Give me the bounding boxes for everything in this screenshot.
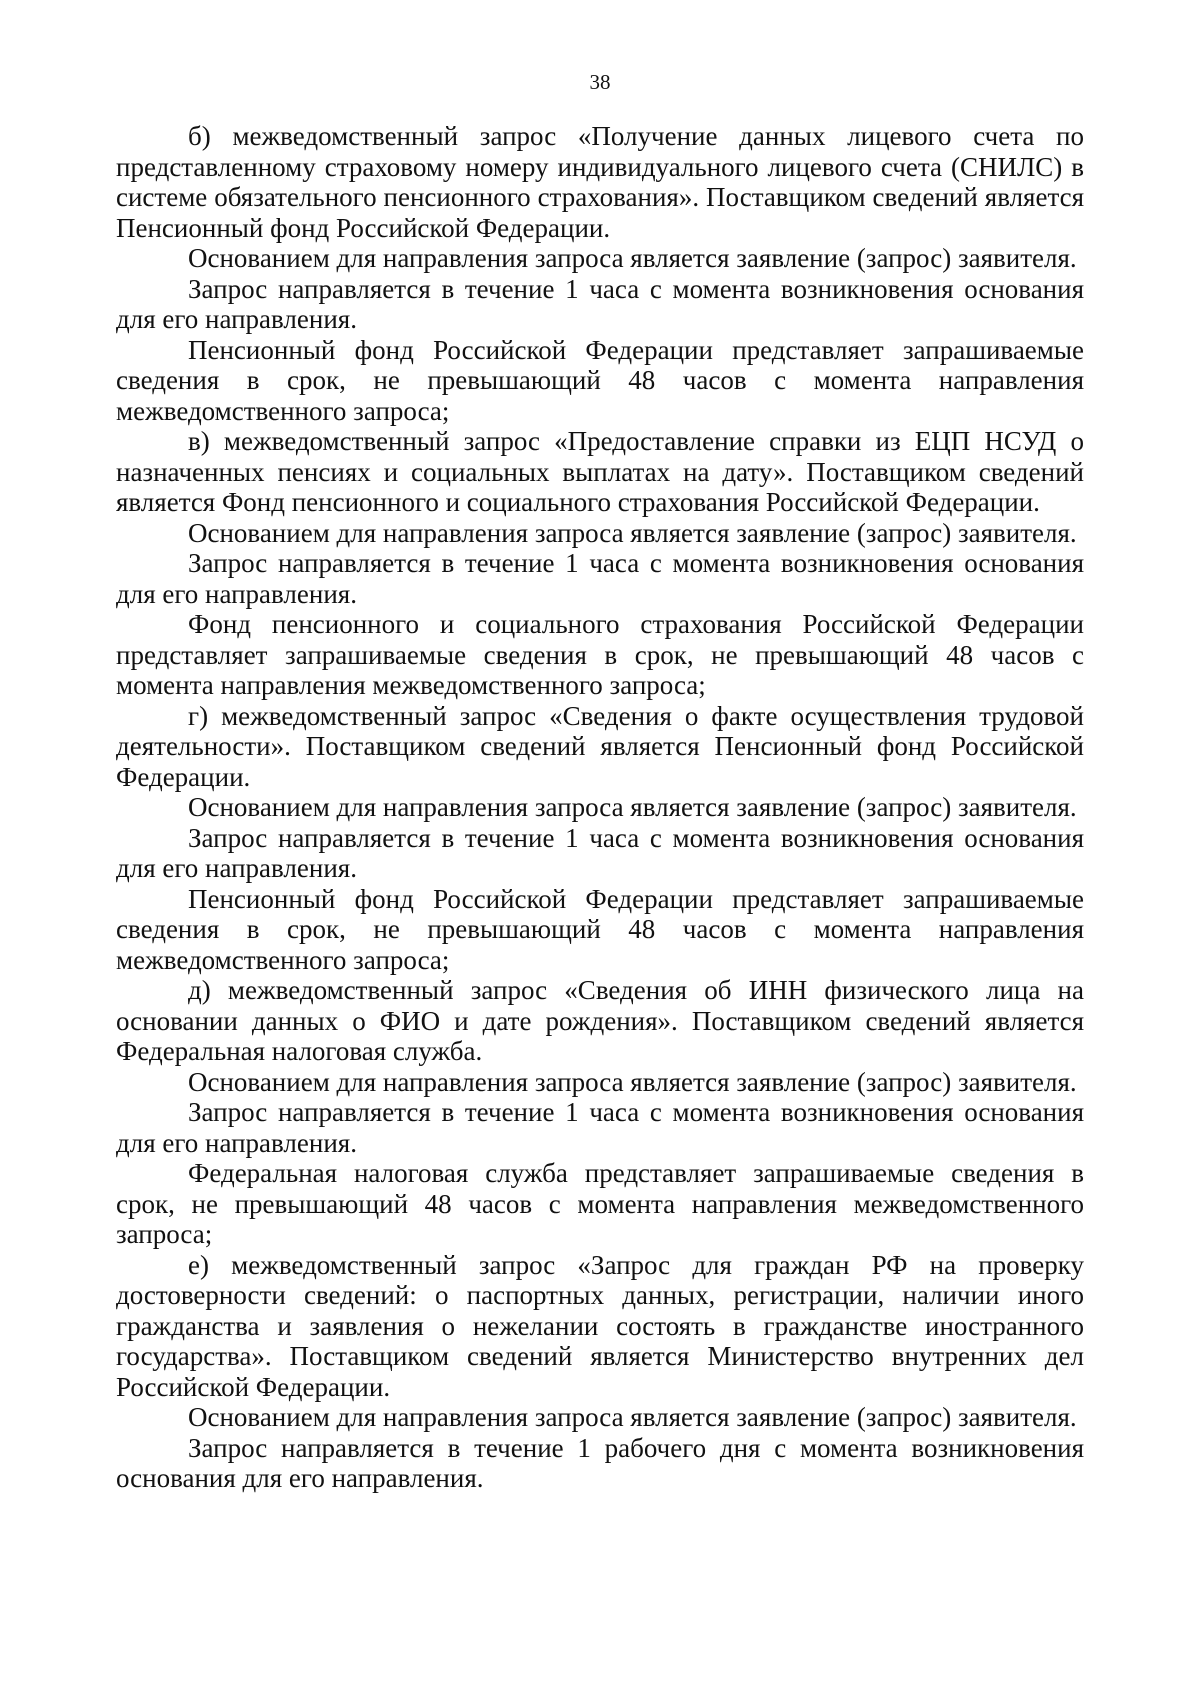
paragraph-e-request: е) межведомственный запрос «Запрос для граждан РФ на проверку достоверности сведений: о паспортных данных, регистрации, наличии иного гражданства и заявления о нежелании состоять в гражданстве иностранного государства». Поставщиком сведений является Министерство внутренних дел Российской Федерации. (116, 1249, 1084, 1402)
paragraph-basis: Основанием для направления запроса является заявление (запрос) заявителя. (188, 243, 1077, 273)
paragraph-basis: Основанием для направления запроса является заявление (запрос) заявителя. (188, 1402, 1077, 1432)
paragraph-timing: Запрос направляется в течение 1 часа с момента возникновения основания для его направления. (116, 822, 1084, 883)
paragraph-basis: Основанием для направления запроса является заявление (запрос) заявителя. (188, 792, 1077, 822)
paragraph-basis: Основанием для направления запроса является заявление (запрос) заявителя. (188, 517, 1077, 548)
paragraph-basis: Основанием для направления запроса является заявление (запрос) заявителя. (188, 1066, 1077, 1097)
paragraph-response-term: Пенсионный фонд Российской Федерации представляет запрашиваемые сведения в срок, не превышающий 48 часов с момента направления межведомственного запроса; (116, 334, 1084, 426)
document-body (116, 121, 1084, 1494)
paragraph-timing: Запрос направляется в течение 1 часа с момента возникновения основания для его направления. (116, 273, 1084, 334)
paragraph-response-term: Фонд пенсионного и социального страхования Российской Федерации представляет запрашиваемые сведения в срок, не превышающий 48 часов с момента направления межведомственного запроса; (116, 609, 1084, 700)
paragraph-d-request: д) межведомственный запрос «Сведения об ИНН физического лица на основании данных о ФИО и дате рождения». Поставщиком сведений является Федеральная налоговая служба. (116, 975, 1084, 1066)
paragraph-timing: Запрос направляется в течение 1 часа с момента возникновения основания для его направления. (116, 548, 1084, 609)
paragraph-timing: Запрос направляется в течение 1 часа с момента возникновения основания для его направления. (116, 1097, 1084, 1158)
paragraph-response-term: Пенсионный фонд Российской Федерации представляет запрашиваемые сведения в срок, не превышающий 48 часов с момента направления межведомственного запроса; (116, 883, 1084, 975)
paragraph-b-request: б) межведомственный запрос «Получение данных лицевого счета по представленному страховому номеру индивидуального лицевого счета (СНИЛС) в системе обязательного пенсионного страхования». Поставщиком сведений является Пенсионный фонд Российской Федерации. (116, 121, 1084, 243)
paragraph-v-request: в) межведомственный запрос «Предоставление справки из ЕЦП НСУД о назначенных пенсиях и социальных выплатах на дату». Поставщиком сведений является Фонд пенсионного и социального страхования Российской Федерации. (116, 426, 1084, 517)
paragraph-g-request: г) межведомственный запрос «Сведения о факте осуществления трудовой деятельности». Поставщиком сведений является Пенсионный фонд Российской Федерации. (116, 700, 1084, 792)
page-number: 38 (589, 70, 611, 94)
paragraph-timing: Запрос направляется в течение 1 рабочего дня с момента возникновения основания для его направления. (116, 1432, 1084, 1493)
paragraph-response-term: Федеральная налоговая служба представляет запрашиваемые сведения в срок, не превышающий 48 часов с момента направления межведомственного запроса; (116, 1158, 1084, 1249)
